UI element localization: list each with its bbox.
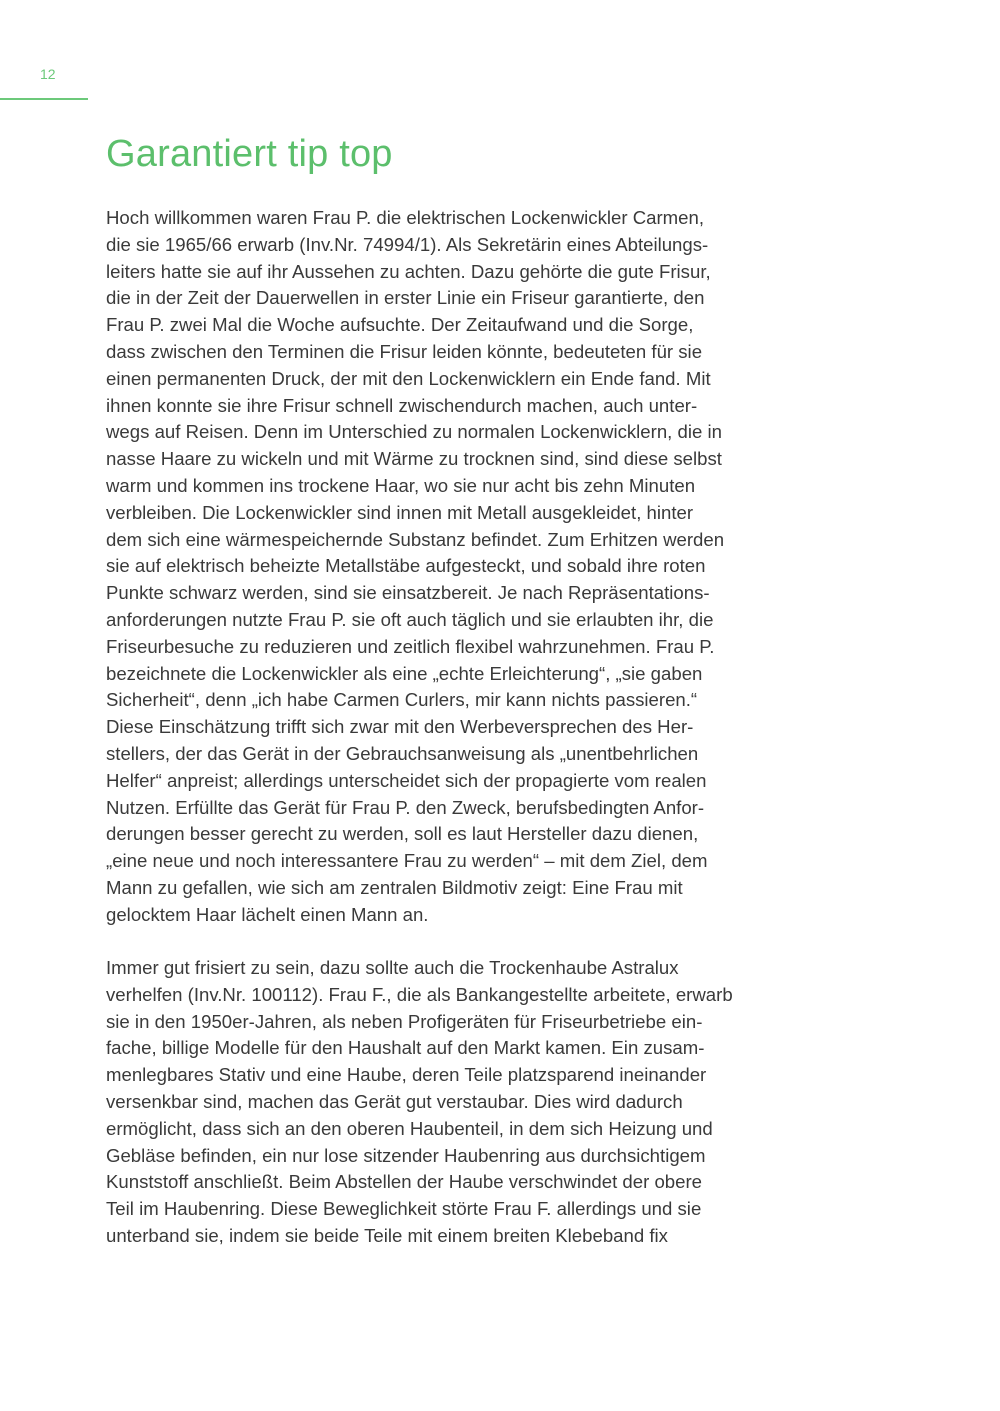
- text-line: sie auf elektrisch beheizte Metallstäbe aufgesteckt, und sobald ihre roten: [106, 555, 706, 577]
- text-line: bezeichnete die Lockenwickler als eine „echte Erleichterung“, „sie gaben: [106, 662, 703, 684]
- text-line: Nutzen. Erfüllte das Gerät für Frau P. den Zweck, berufsbedingten Anfor-: [106, 796, 705, 818]
- text-line: „eine neue und noch interessantere Frau zu werden“ – mit dem Ziel, dem: [106, 850, 708, 872]
- text-line: Kunststoff anschließt. Beim Abstellen der Haube verschwindet der obere: [106, 1171, 703, 1193]
- text-line: die in der Zeit der Dauerwellen in erster Linie ein Friseur garantierte, den: [106, 287, 705, 309]
- text-line: Teil im Haubenring. Diese Beweglichkeit störte Frau F. allerdings und sie: [106, 1198, 702, 1220]
- text-line: Gebläse befinden, ein nur lose sitzender Haubenring aus durchsichtigem: [106, 1144, 706, 1166]
- text-line: gelocktem Haar lächelt einen Mann an.: [106, 903, 429, 925]
- text-line: dass zwischen den Terminen die Frisur leiden könnte, bedeuteten für sie: [106, 340, 703, 362]
- text-line: leiters hatte sie auf ihr Aussehen zu achten. Dazu gehörte die gute Frisur,: [106, 260, 711, 282]
- text-line: menlegbares Stativ und eine Haube, deren Teile platzsparend ineinander: [106, 1064, 707, 1086]
- text-line: Frau P. zwei Mal die Woche aufsuchte. Der Zeitaufwand und die Sorge,: [106, 314, 694, 336]
- text-line: warm und kommen ins trockene Haar, wo sie nur acht bis zehn Minuten: [106, 474, 696, 496]
- text-line: verhelfen (Inv.Nr. 100112). Frau F., die als Bankangestellte arbeitete, erwarb: [106, 983, 733, 1005]
- text-line: sie in den 1950er-Jahren, als neben Profigeräten für Friseurbetriebe ein-: [106, 1010, 703, 1032]
- text-line: Friseurbesuche zu reduzieren und zeitlich flexibel wahrzunehmen. Frau P.: [106, 635, 715, 657]
- text-line: dem sich eine wärmespeichernde Substanz befindet. Zum Erhitzen werden: [106, 528, 725, 550]
- page-number: 12: [40, 66, 56, 82]
- text-line: anforderungen nutzte Frau P. sie oft auch täglich und sie erlaubten ihr, die: [106, 608, 714, 630]
- paragraph-1: [106, 205, 724, 929]
- paragraph-2: [106, 955, 733, 1250]
- text-line: versenkbar sind, machen das Gerät gut verstaubar. Dies wird dadurch: [106, 1090, 683, 1112]
- text-line: Immer gut frisiert zu sein, dazu sollte auch die Trockenhaube Astralux: [106, 957, 679, 978]
- text-line: Helfer“ anpreist; allerdings unterscheidet sich der propagierte vom realen: [106, 769, 707, 791]
- text-line: Sicherheit“, denn „ich habe Carmen Curlers, mir kann nichts passieren.“: [106, 689, 698, 711]
- text-line: Diese Einschätzung trifft sich zwar mit den Werbeversprechen des Her-: [106, 716, 694, 738]
- text-line: stellers, der das Gerät in der Gebrauchsanweisung als „unentbehrlichen: [106, 742, 699, 764]
- text-line: Mann zu gefallen, wie sich am zentralen Bildmotiv zeigt: Eine Frau mit: [106, 876, 683, 898]
- text-line: verbleiben. Die Lockenwickler sind innen mit Metall ausgekleidet, hinter: [106, 501, 694, 523]
- text-line: ihnen konnte sie ihre Frisur schnell zwischendurch machen, auch unter-: [106, 394, 698, 416]
- header-rule: [0, 98, 88, 100]
- text-line: ermöglicht, dass sich an den oberen Haubenteil, in dem sich Heizung und: [106, 1117, 713, 1139]
- text-line: die sie 1965/66 erwarb (Inv.Nr. 74994/1). Als Sekretärin eines Abteilungs-: [106, 233, 709, 255]
- text-line: derungen besser gerecht zu werden, soll es laut Hersteller dazu dienen,: [106, 823, 699, 845]
- text-line: wegs auf Reisen. Denn im Unterschied zu normalen Lockenwicklern, die in: [106, 421, 722, 443]
- text-line: nasse Haare zu wickeln und mit Wärme zu trocknen sind, sind diese selbst: [106, 448, 722, 470]
- page-title: Garantiert tip top: [106, 133, 393, 175]
- text-line: fache, billige Modelle für den Haushalt auf den Markt kamen. Ein zusam-: [106, 1037, 705, 1059]
- text-line: Punkte schwarz werden, sind sie einsatzbereit. Je nach Repräsentations-: [106, 582, 710, 604]
- text-line: Hoch willkommen waren Frau P. die elektrischen Lockenwickler Carmen,: [106, 207, 704, 228]
- text-line: einen permanenten Druck, der mit den Lockenwicklern ein Ende fand. Mit: [106, 367, 711, 389]
- text-line: unterband sie, indem sie beide Teile mit einem breiten Klebeband fix: [106, 1224, 668, 1246]
